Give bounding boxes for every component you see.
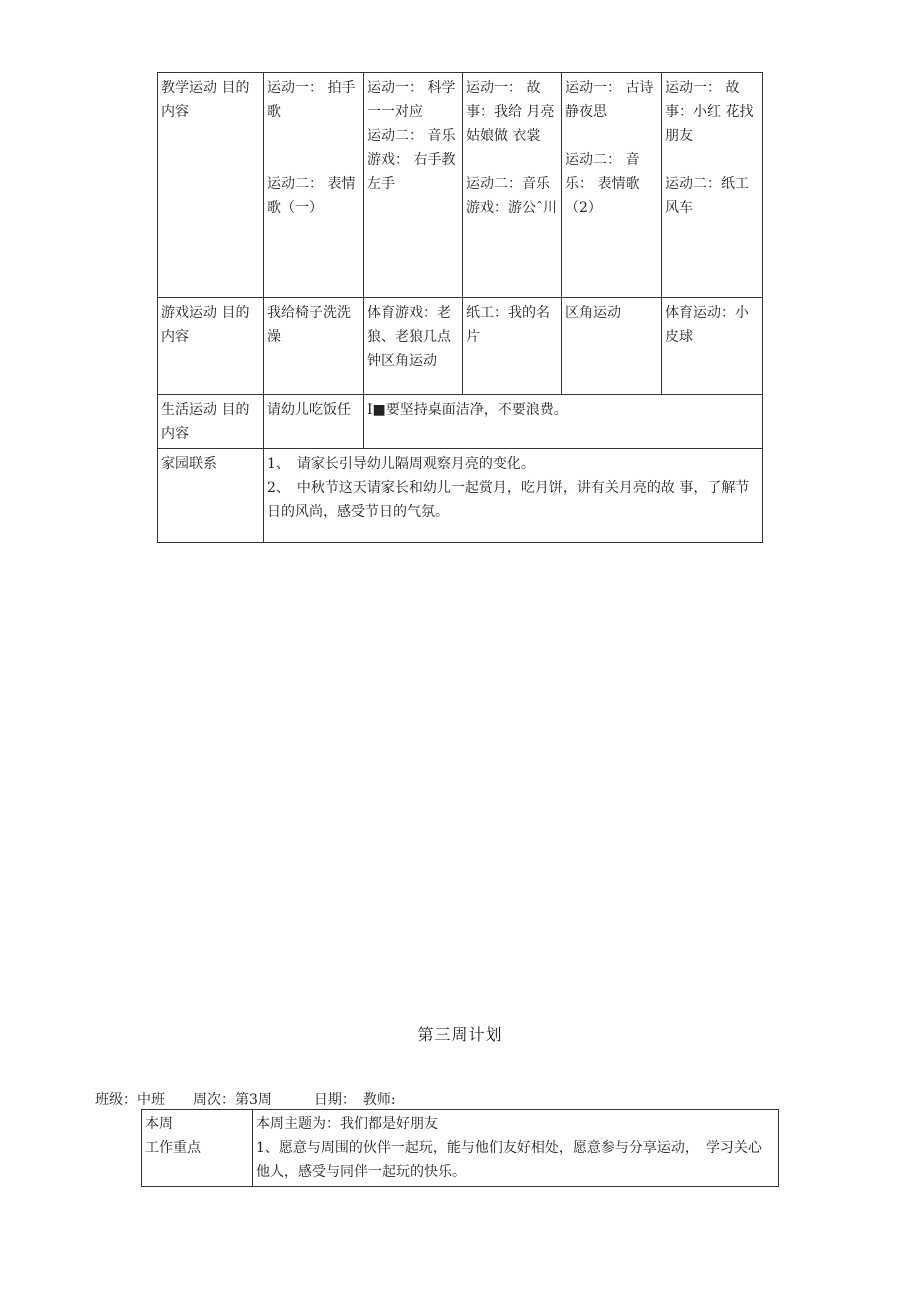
game-cell-3: 纸工：我的名片 — [463, 298, 562, 395]
life-cell-2: I■要坚持桌面洁净，不要浪费。 — [364, 395, 763, 449]
row-label-life: 生活运动 目的内容 — [158, 395, 264, 449]
week-focus-table — [141, 1109, 779, 1187]
class-info-line: 班级：中班 周次：第3周 日期： 教师: — [95, 1092, 396, 1108]
row-label-teaching: 教学运动 目的内容 — [158, 73, 264, 298]
teaching-cell-2: 运动一： 科学 一一对应 运动二： 音乐游戏： 右手教左手 — [364, 73, 463, 298]
focus-theme: 本周主题为：我们都是好朋友 — [256, 1116, 438, 1132]
focus-item: 1、愿意与周围的伙伴一起玩，能与他们友好相处，愿意参与分享运动， 学习关心他人，感受与同伴一起玩的快乐。 — [256, 1140, 762, 1180]
game-cell-4: 区角运动 — [562, 298, 662, 395]
life-cell-1: 请幼儿吃饭任 — [264, 395, 364, 449]
table-row-focus — [142, 1110, 779, 1187]
teaching-cell-1: 运动一： 拍手歌 运动二： 表情歌（一） — [264, 73, 364, 298]
game-cell-1: 我给椅子洗洗澡 — [264, 298, 364, 395]
row-label-home: 家园联系 — [158, 449, 264, 543]
home-contact-item: 1、 请家长引导幼儿隔周观察月亮的变化。 — [267, 456, 535, 472]
table-row-teaching — [158, 73, 763, 298]
focus-label: 本周 工作重点 — [142, 1110, 253, 1187]
table-row-game — [158, 298, 763, 395]
game-cell-2: 体育游戏：老狼、老狼几点钟区角运动 — [364, 298, 463, 395]
focus-content — [253, 1110, 779, 1187]
week3-title: 第三周计划 — [417, 1025, 503, 1044]
home-contact-item: 2、 中秋节这天请家长和幼儿一起赏月，吃月饼，讲有关月亮的故 事，了解节日的风尚，感受节日的气氛。 — [267, 480, 750, 520]
table-row-life — [158, 395, 763, 449]
weekly-plan-table — [157, 72, 763, 543]
home-contact-cell — [264, 449, 763, 543]
teaching-cell-5: 运动一： 故事：小红 花找朋友 运动二：纸工 风车 — [662, 73, 763, 298]
game-cell-5: 体育运动：小皮球 — [662, 298, 763, 395]
teaching-cell-3: 运动一： 故事：我给 月亮姑娘做 衣裳 运动二：音乐游戏：游公ˆ川 — [463, 73, 562, 298]
table-row-home — [158, 449, 763, 543]
row-label-game: 游戏运动 目的内容 — [158, 298, 264, 395]
teaching-cell-4: 运动一： 古诗 静夜思 运动二： 音乐： 表情歌（2） — [562, 73, 662, 298]
